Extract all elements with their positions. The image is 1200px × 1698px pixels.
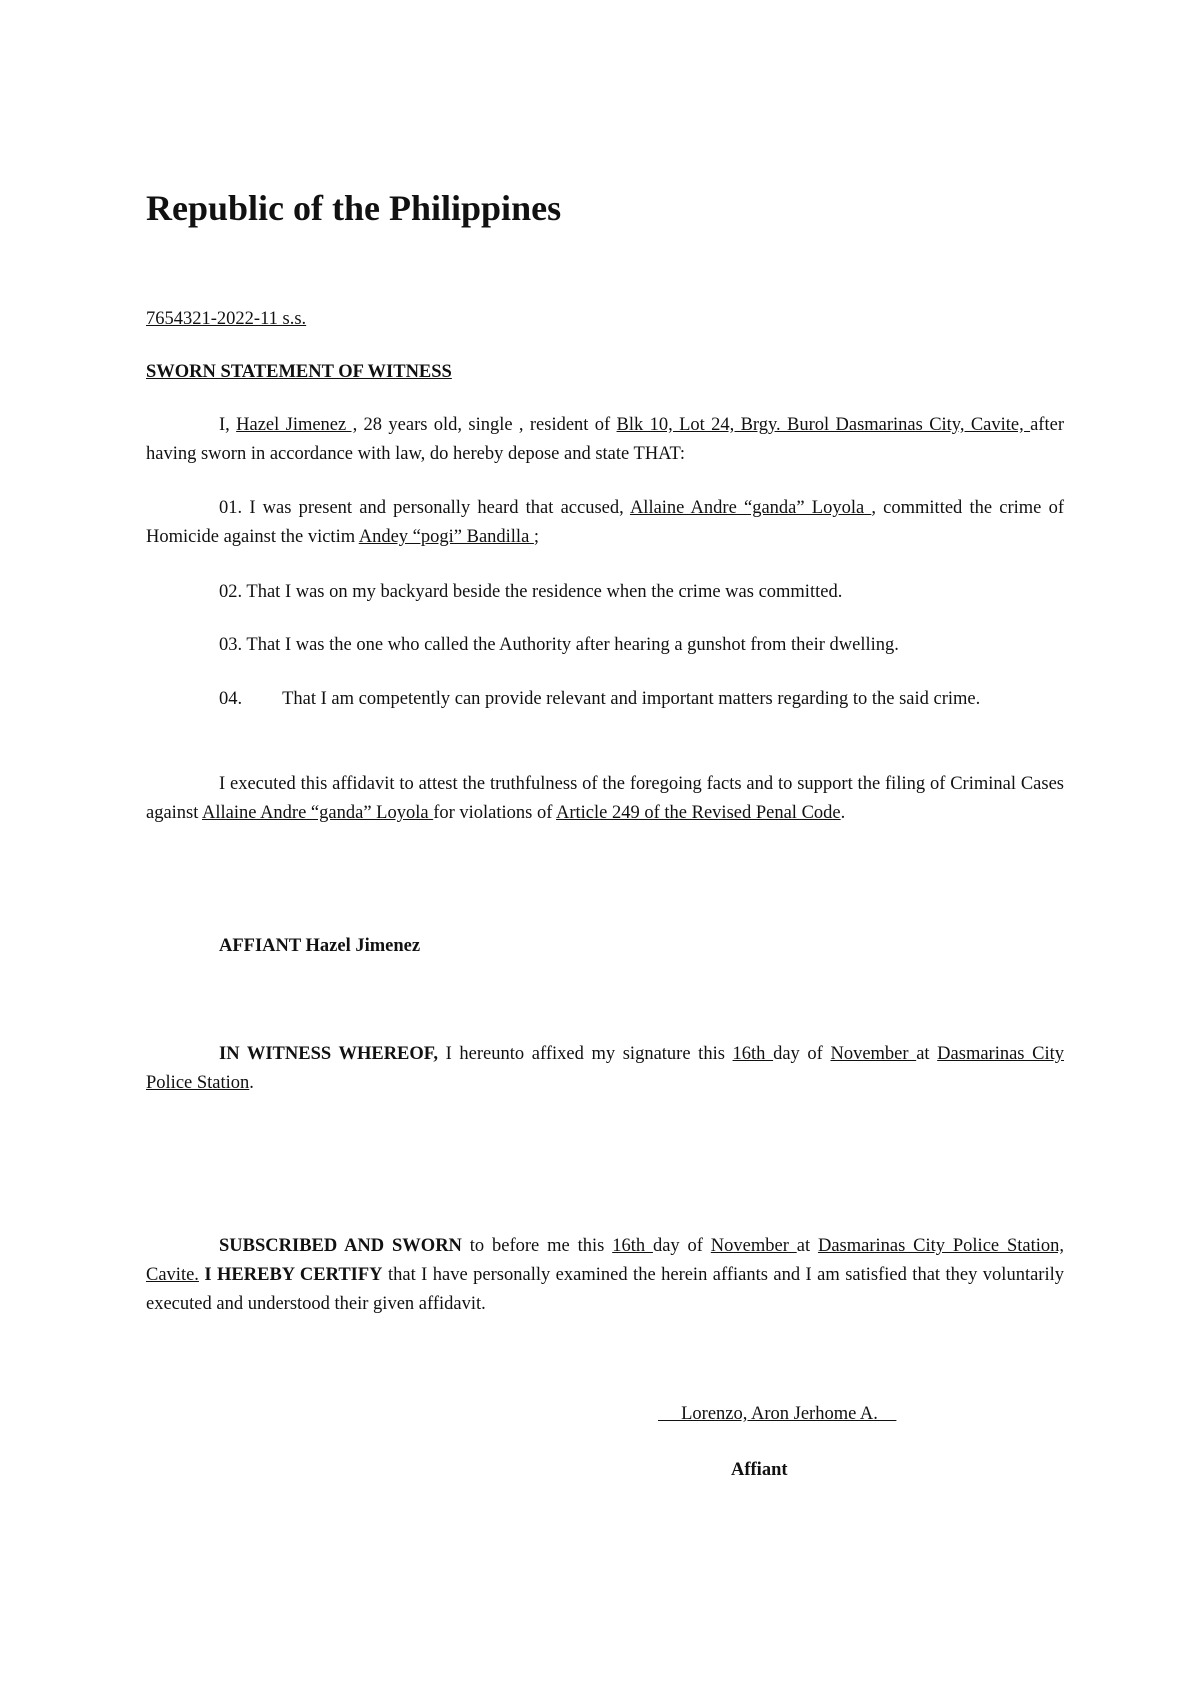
intro-paragraph bbox=[146, 411, 1064, 469]
item-03-text: 03. That I was the one who called the Authority after hearing a gunshot from their dwelling. bbox=[219, 635, 899, 655]
accused-name: Allaine Andre “ganda” Loyola bbox=[629, 498, 872, 518]
sworn-paragraph bbox=[146, 1232, 1064, 1319]
sworn-month: November bbox=[710, 1236, 797, 1256]
affiant-address: Blk 10, Lot 24, Brgy. Burol Dasmarinas City, Cavite, bbox=[616, 415, 1031, 435]
sworn-mid: day of bbox=[652, 1236, 711, 1256]
item-02-text: 02. That I was on my backyard beside the residence when the crime was committed. bbox=[219, 582, 843, 602]
intro-mid: 28 years old, single , resident of bbox=[357, 415, 617, 435]
witness-pre: I hereunto affixed my signature this bbox=[438, 1044, 733, 1064]
sworn-certify: I HEREBY CERTIFY bbox=[198, 1265, 383, 1285]
purpose-mid: for violations of bbox=[433, 803, 556, 823]
purpose-paragraph bbox=[146, 770, 1064, 828]
witness-mid: day of bbox=[773, 1044, 831, 1064]
witness-paragraph bbox=[146, 1040, 1064, 1098]
item-03 bbox=[146, 631, 1064, 660]
sworn-post: that I have personally examined the herein affiants and I am satisfied that they voluntarily executed and understood their given affidavit. bbox=[146, 1265, 1064, 1314]
intro-post: after having sworn in accordance with law, do hereby depose and state THAT: bbox=[146, 415, 1064, 464]
item-01-pre: 01. I was present and personally heard that accused, bbox=[219, 498, 630, 518]
affiant-line-text: AFFIANT Hazel Jimenez bbox=[219, 936, 421, 956]
witness-post: . bbox=[249, 1073, 254, 1093]
statement-heading-text: SWORN STATEMENT OF WITNESS bbox=[146, 362, 452, 382]
sworn-place: Dasmarinas City Police Station, Cavite. bbox=[146, 1236, 1065, 1285]
victim-name: Andey “pogi” Bandilla bbox=[358, 527, 534, 547]
item-01-mid: , committed the crime of Homicide against the victim bbox=[146, 498, 1064, 547]
reference-number bbox=[146, 305, 1064, 334]
sworn-day: 16th bbox=[612, 1236, 653, 1256]
item-01 bbox=[146, 494, 1064, 552]
reference-number-text: 7654321-2022-11 s.s. bbox=[146, 309, 307, 329]
intro-pre: I, bbox=[219, 415, 237, 435]
item-01-post: ; bbox=[533, 527, 540, 547]
witness-place: Dasmarinas City Police Station bbox=[146, 1044, 1065, 1093]
affiant-name: Hazel Jimenez , bbox=[236, 415, 358, 435]
item-04-number: 04. bbox=[219, 689, 243, 709]
witness-mid2: at bbox=[916, 1044, 938, 1064]
purpose-post: . bbox=[840, 803, 846, 823]
witness-lead: IN WITNESS WHEREOF, bbox=[219, 1044, 439, 1064]
sworn-lead: SUBSCRIBED AND SWORN bbox=[219, 1236, 462, 1256]
sworn-pre: to before me this bbox=[461, 1236, 613, 1256]
witness-month: November bbox=[830, 1044, 917, 1064]
purpose-pre: I executed this affidavit to attest the truthfulness of the foregoing facts and to support the filing of Criminal Cases against bbox=[146, 774, 1064, 823]
sworn-mid2: at bbox=[796, 1236, 818, 1256]
document-title: Republic of the Philippines bbox=[146, 188, 562, 228]
purpose-accused: Allaine Andre “ganda” Loyola bbox=[202, 803, 434, 823]
witness-day: 16th bbox=[732, 1044, 774, 1064]
affiant-line bbox=[146, 932, 1064, 961]
signatory-title: Affiant bbox=[731, 1460, 788, 1480]
signatory-name: Lorenzo, Aron Jerhome A. bbox=[658, 1404, 897, 1424]
item-02 bbox=[146, 578, 1064, 607]
statement-heading bbox=[146, 358, 1064, 387]
purpose-law: Article 249 of the Revised Penal Code bbox=[556, 803, 841, 823]
item-04-text: That I am competently can provide relevant and important matters regarding to the said crime. bbox=[282, 689, 981, 709]
item-04 bbox=[146, 685, 1064, 714]
